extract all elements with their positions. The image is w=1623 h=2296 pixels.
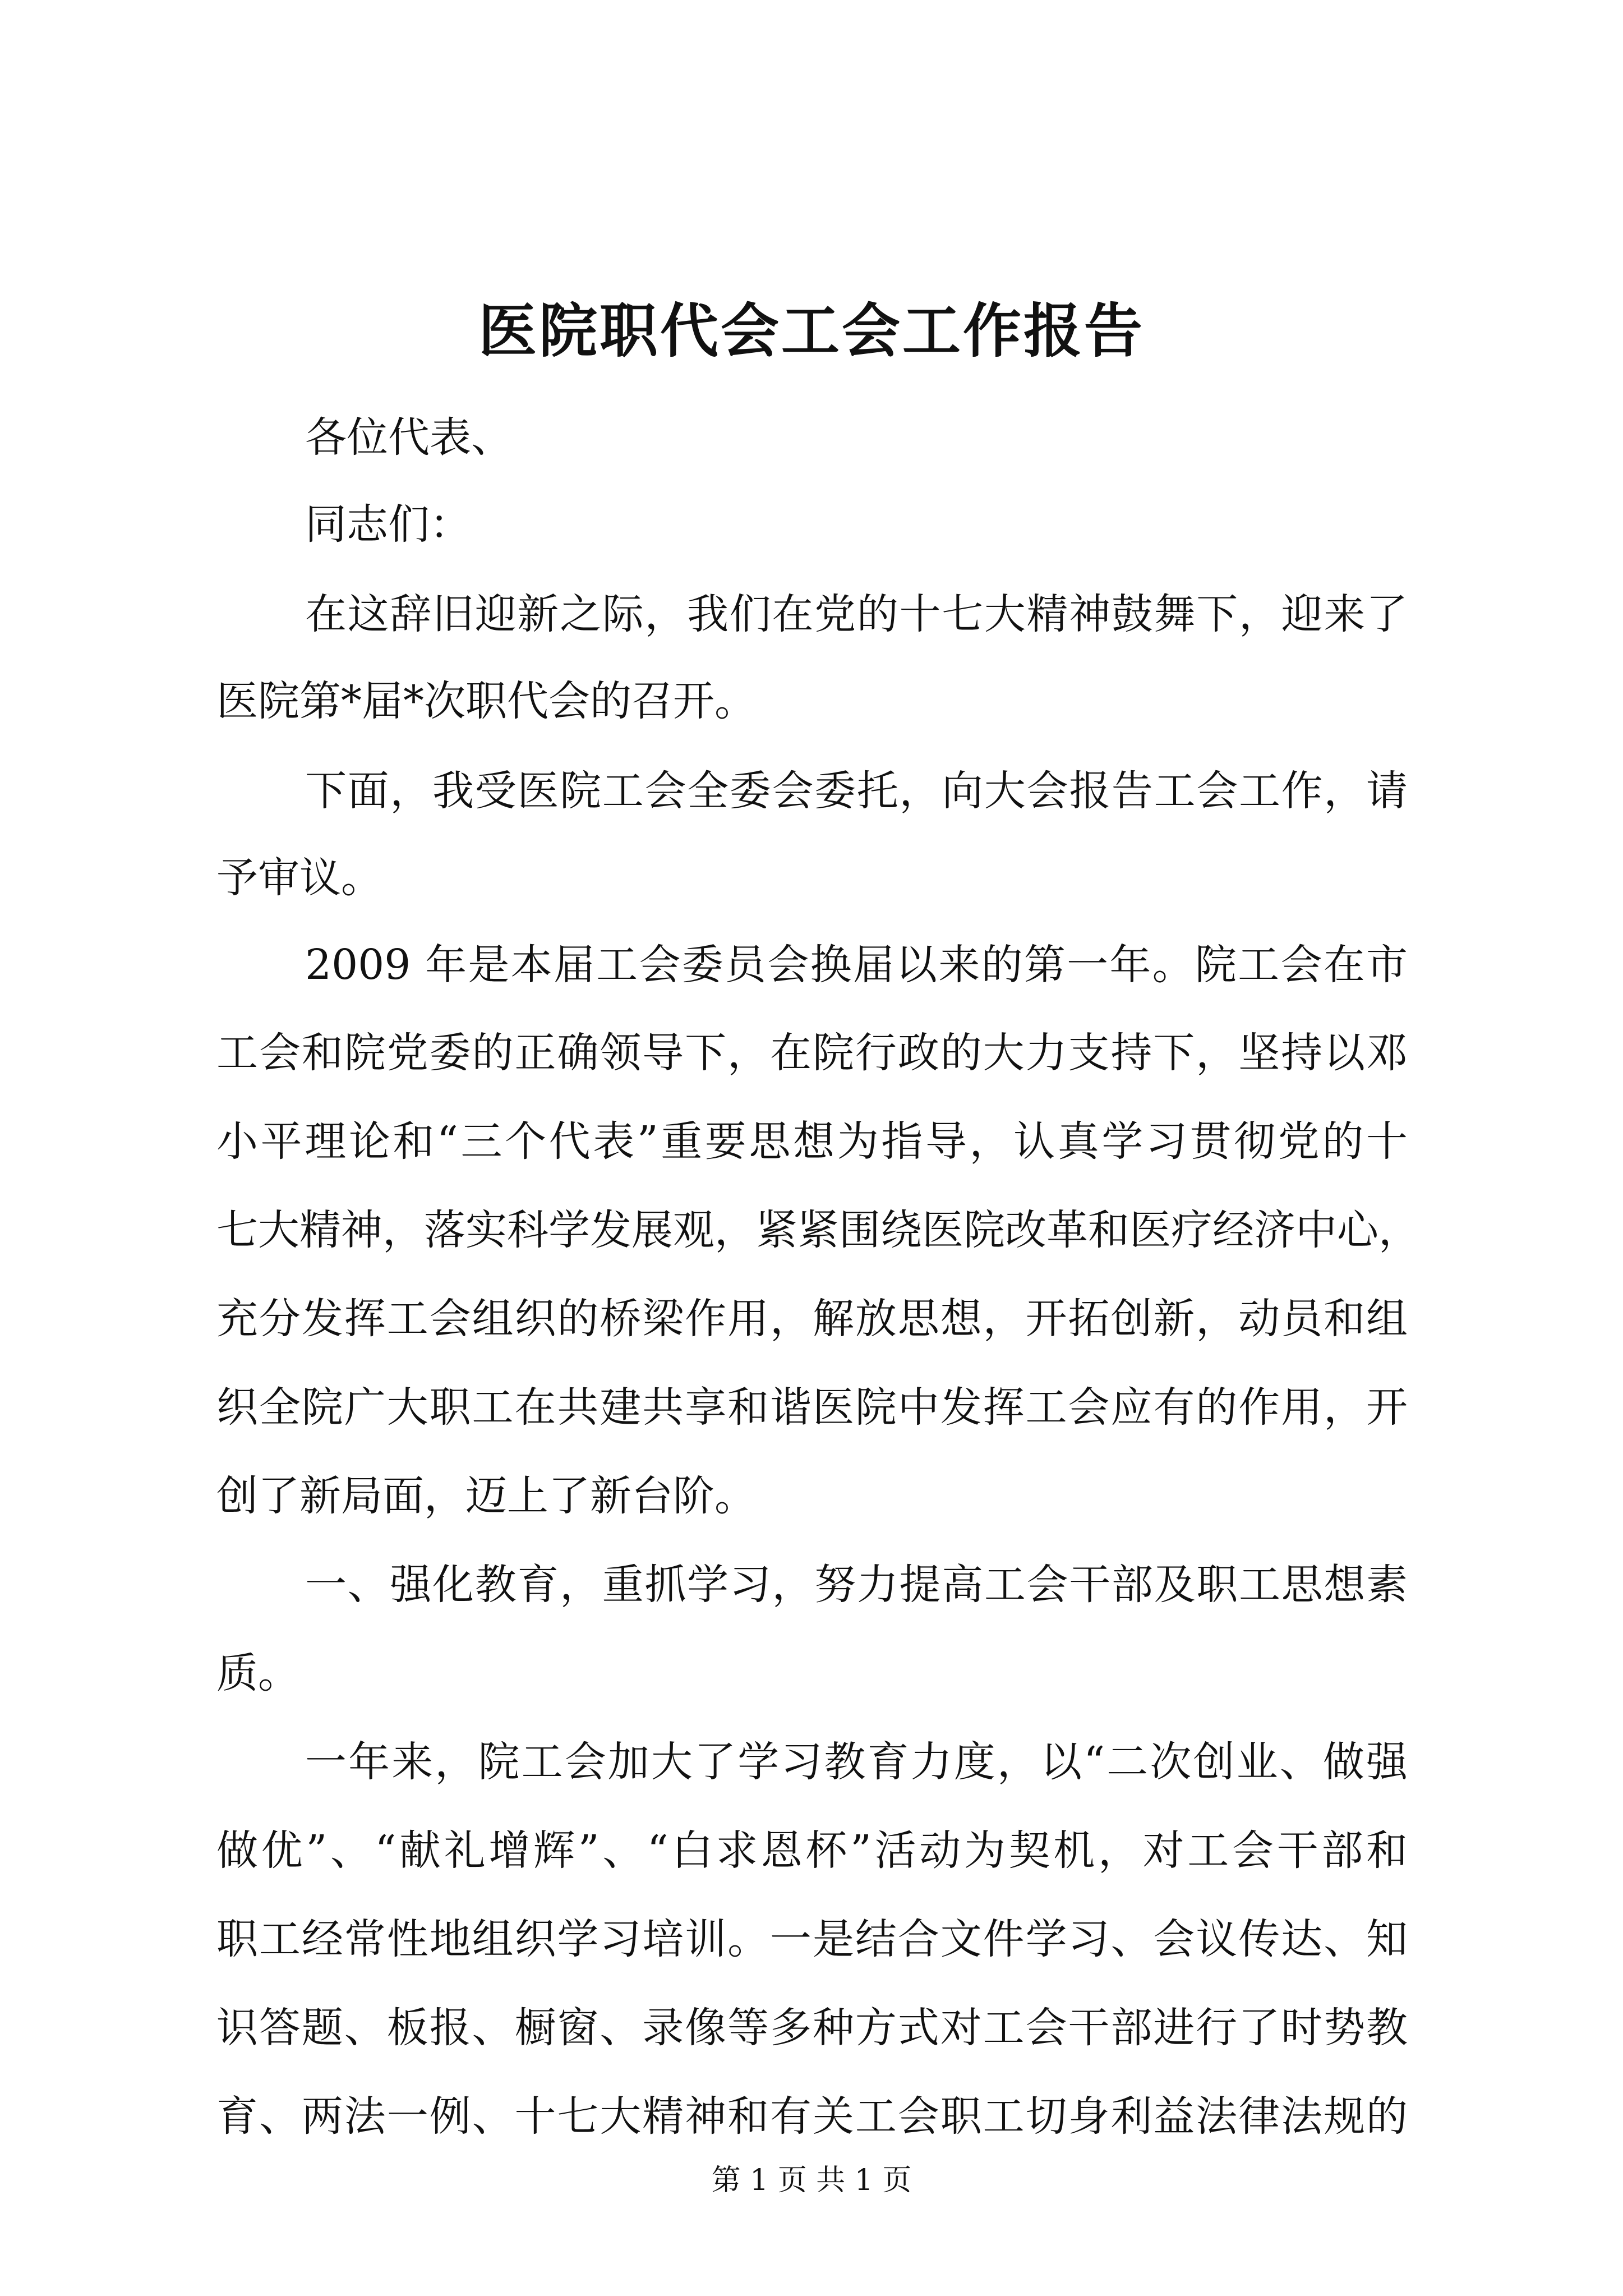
body-line: 小平理论和“三个代表”重要思想为指导，认真学习贯彻党的十 bbox=[216, 1117, 1408, 1166]
section-heading-line: 一、强化教育，重抓学习，努力提高工会干部及职工思想素 bbox=[305, 1561, 1408, 1609]
body-line: 同志们： bbox=[305, 500, 471, 549]
body-line: 一年来，院工会加大了学习教育力度，以“二次创业、做强 bbox=[305, 1738, 1408, 1786]
page-number-footer: 第 1 页 共 1 页 bbox=[711, 2164, 912, 2197]
body-line: 充分发挥工会组织的桥梁作用，解放思想，开拓创新，动员和组 bbox=[216, 1295, 1408, 1343]
body-line: 予审议。 bbox=[216, 854, 382, 902]
body-line: 创了新局面，迈上了新台阶。 bbox=[216, 1472, 756, 1520]
body-line: 工会和院党委的正确领导下，在院行政的大力支持下，坚持以邓 bbox=[216, 1029, 1408, 1077]
body-line: 各位代表、 bbox=[305, 413, 513, 462]
body-line: 七大精神，落实科学发展观，紧紧围绕医院改革和医疗经济中心， bbox=[216, 1206, 1420, 1254]
body-line: 医院第*届*次职代会的召开。 bbox=[216, 677, 756, 725]
section-heading-line: 质。 bbox=[216, 1649, 299, 1697]
body-line: 2009 年是本届工会委员会换届以来的第一年。院工会在市 bbox=[305, 941, 1408, 989]
body-line: 做优”、“献礼增辉”、“白求恩杯”活动为契机，对工会干部和 bbox=[216, 1826, 1408, 1875]
body-line: 织全院广大职工在共建共享和谐医院中发挥工会应有的作用，开 bbox=[216, 1383, 1408, 1432]
body-line: 职工经常性地组织学习培训。一是结合文件学习、会议传达、知 bbox=[216, 1915, 1408, 1963]
body-line: 下面，我受医院工会全委会委托，向大会报告工会工作，请 bbox=[305, 767, 1408, 815]
body-line: 在这辞旧迎新之际，我们在党的十七大精神鼓舞下，迎来了 bbox=[305, 590, 1408, 638]
document-title: 医院职代会工会工作报告 bbox=[478, 296, 1145, 365]
body-line: 育、两法一例、十七大精神和有关工会职工切身利益法律法规的 bbox=[216, 2092, 1408, 2141]
body-line: 识答题、板报、橱窗、录像等多种方式对工会干部进行了时势教 bbox=[216, 2004, 1408, 2052]
